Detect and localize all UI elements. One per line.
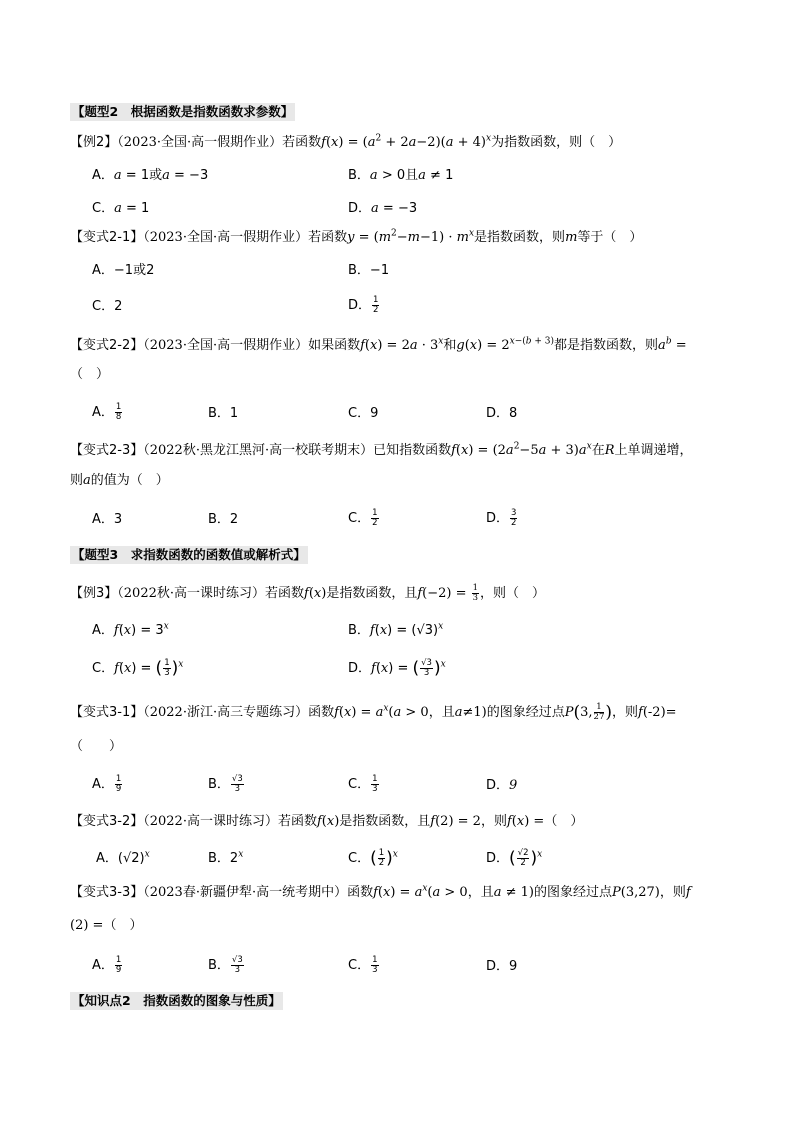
variant-3-2-stem: 【变式3-2】（2022·高一课时练习）若函数f(x)是指数函数，且f(2) = 2，则f(x) =（ ） [70,814,584,829]
variant-3-1-stem-line2: （ ） [70,739,123,754]
option-d[interactable]: D．9 [486,959,518,974]
option-b[interactable]: B．2 [208,512,239,527]
option-a[interactable]: A．a = 1或a = −3 [92,168,209,183]
question-tag: 【例3】 [70,586,118,601]
option-a[interactable]: A．$f(x) = 3^x$ [92,621,169,638]
variant-2-2-stem-line2: （ ） [70,367,110,382]
option-c[interactable]: C．( $\frac{1}{2}$ )$^x$ [348,848,398,869]
question-tag: 【变式2-1】 [70,230,144,245]
option-a[interactable]: A． $\frac{1}{8}$ [92,402,122,422]
option-c[interactable]: C．9 [348,406,379,421]
option-c[interactable]: C．a = 1 [92,201,150,216]
option-a[interactable]: A． $\frac{1}{9}$ [92,955,122,975]
option-b[interactable]: B． $\frac{√3}{3}$ [208,955,243,975]
option-d[interactable]: D．9 [486,778,518,793]
option-d[interactable]: D．8 [486,406,518,421]
option-b[interactable]: B．1 [208,406,239,421]
question-tag: 【变式3-3】 [70,885,144,900]
variant-3-1-stem: 【变式3-1】（2022·浙江·高三专题练习）函数$f(x) = a^x(a > 0$，且a≠1)的图象经过点P(3, $\frac{1}{27}$ )，则f(-2)= [70,702,677,723]
option-b[interactable]: B．$f(x) = (√3)^x$ [348,621,444,638]
variant-2-3-stem: 【变式2-3】（2022秋·黑龙江黑河·高一校联考期末）已知指数函数$f(x) = (2a^2-5a + 3)a^x$在R上单调递增， [70,441,693,458]
option-d[interactable]: D．( $\frac{√2}{2}$ )$^x$ [486,848,543,869]
option-c[interactable]: C．2 [92,299,123,314]
question-tag: 【变式2-3】 [70,443,144,458]
option-c[interactable]: C． $\frac{1}{3}$ [348,774,378,794]
option-c[interactable]: C．f(x) = ( $\frac{1}{3}$ )$^x$ [92,658,184,679]
variant-2-1-stem: 【变式2-1】（2023·全国·高一假期作业）若函数$y = (m^2-m-1) \cdot m^x$是指数函数，则m等于（ ） [70,228,643,245]
option-d[interactable]: D． $\frac{3}{2}$ [486,508,517,528]
variant-2-3-stem-line2: 则a的值为（ ） [70,473,169,488]
question-tag: 【变式2-2】 [70,338,144,353]
question-tag: 【例2】 [70,135,118,150]
example-3-stem: 【例3】（2022秋·高一课时练习）若函数f(x)是指数函数，且f(−2) = $\frac{1}{3}$ ，则（ ） [70,583,546,603]
option-c[interactable]: C． $\frac{1}{2}$ [348,508,378,528]
option-a[interactable]: A．−1或2 [92,263,155,278]
math-expression: f [321,135,326,150]
variant-3-3-stem-line2: (2) =（ ） [70,918,143,933]
example-2-stem: 【例2】（2023·全国·高一假期作业）若函数$f(x) = (a^2 + 2a-2)(a + 4)^x$为指数函数，则（ ） [70,133,622,150]
option-b[interactable]: B． $\frac{√3}{3}$ [208,774,243,794]
option-b[interactable]: B．−1 [348,263,390,278]
variant-2-2-stem: 【变式2-2】（2023·全国·高一假期作业）如果函数$f(x) = 2a \cdot 3^x$和$g(x) = 2^{x-(b + 3)}$都是指数函数，则$a^b$ = [70,336,687,353]
option-c[interactable]: C． $\frac{1}{3}$ [348,955,378,975]
option-a[interactable]: A． $\frac{1}{9}$ [92,774,122,794]
section-header-3: 【题型3 求指数函数的函数值或解析式】 [72,547,306,562]
knowledge-header-2: 【知识点2 指数函数的图象与性质】 [72,993,281,1008]
option-b[interactable]: B．2$^x$ [208,849,244,866]
question-source: （2023·全国·高一假期作业） [117,135,283,150]
option-d[interactable]: D． $\frac{1}{2}$ [348,295,379,315]
option-a[interactable]: A．$(√2)^x$ [96,849,150,866]
option-d[interactable]: D．a = −3 [348,201,418,216]
option-d[interactable]: D．f(x) = ( $\frac{√3}{3}$ )$^x$ [348,658,446,679]
variant-3-3-stem: 【变式3-3】（2023春·新疆伊犁·高一统考期中）函数$f(x) = a^x(a > 0$，且a ≠ 1)的图象经过点P(3,27)，则f [70,883,691,900]
question-tag: 【变式3-1】 [70,705,144,720]
question-tag: 【变式3-2】 [70,814,144,829]
section-header-2: 【题型2 根据函数是指数函数求参数】 [72,104,294,119]
option-a[interactable]: A．3 [92,512,123,527]
option-b[interactable]: B．a > 0且a ≠ 1 [348,168,454,183]
